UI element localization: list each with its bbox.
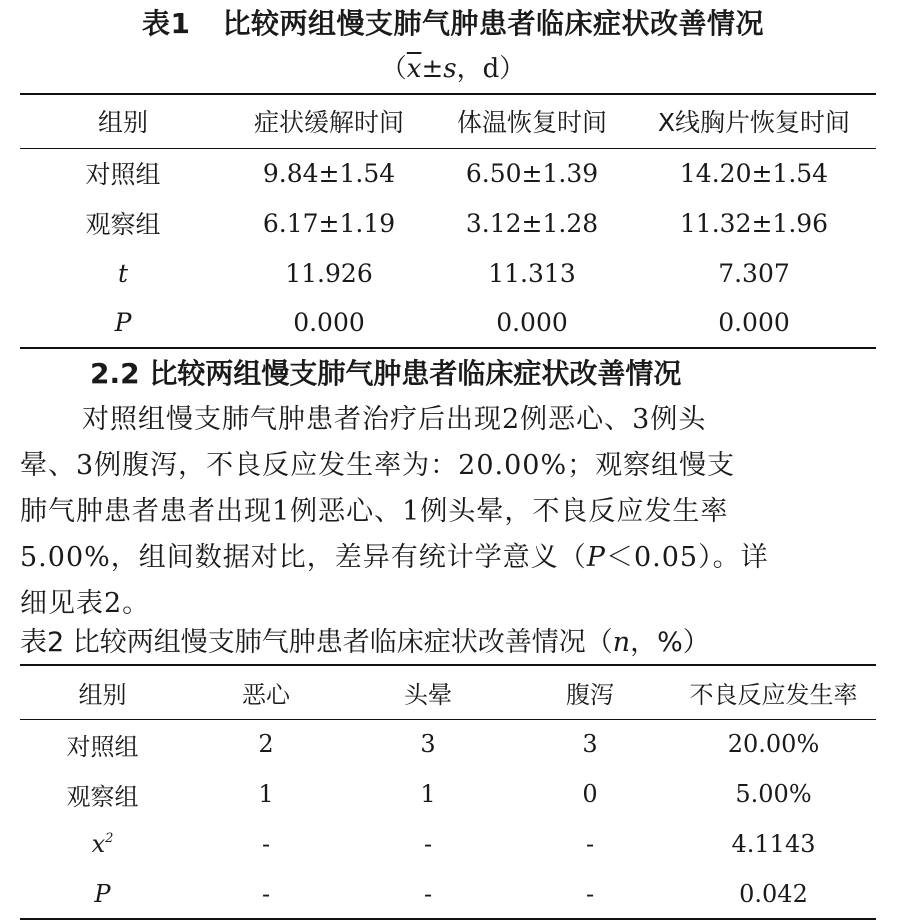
table-cell: P <box>94 879 111 908</box>
table-row <box>20 148 876 198</box>
table1-header-cell: 体温恢复时间 <box>432 94 632 148</box>
table-row <box>20 298 876 348</box>
table2-title: 表2 比较两组慢支肺气肿患者临床症状改善情况（n，%） <box>20 627 710 658</box>
table-cell: 20.00% <box>727 730 820 759</box>
table-cell: - <box>261 879 271 908</box>
table2-header-cell: 组别 <box>20 665 185 719</box>
table-cell: 2 <box>258 730 274 759</box>
table-cell: 5.00% <box>735 780 812 808</box>
table-cell: 3 <box>582 730 598 759</box>
table2-header-cell: 头晕 <box>347 665 509 719</box>
table-cell: 观察组 <box>85 210 161 239</box>
table-cell: 3.12±1.28 <box>465 208 599 238</box>
table-cell: 14.20±1.54 <box>679 158 829 188</box>
table-row <box>20 769 876 819</box>
table1 <box>20 93 876 349</box>
table1-header-cell: 症状缓解时间 <box>226 94 432 148</box>
table-cell: 11.926 <box>285 258 373 288</box>
table1-header-cell: 组别 <box>20 94 226 148</box>
table-cell: - <box>261 830 271 858</box>
table-cell: 9.84±1.54 <box>262 158 396 188</box>
table-cell: - <box>585 830 595 858</box>
table-cell: - <box>423 879 433 908</box>
paragraph-line: 对照组慢支肺气肿患者治疗后出现2例恶心、3例头 <box>82 404 707 435</box>
table-cell: 11.313 <box>488 258 576 288</box>
table1-title-text: 比较两组慢支肺气肿患者临床症状改善情况 <box>222 7 764 40</box>
table-cell: 1 <box>258 780 274 808</box>
section-paragraph <box>20 397 880 627</box>
paragraph-line: 肺气肿患者患者出现1例恶心、1例头晕，不良反应发生率 <box>20 496 729 527</box>
table-cell: 对照组 <box>66 732 139 761</box>
table-cell: 观察组 <box>66 782 139 811</box>
table-cell: - <box>585 879 595 908</box>
table1-subtitle: （$\overline{x}\pm s$，d） <box>380 54 526 84</box>
chi-square-superscript: 2 <box>105 831 114 846</box>
table-cell: 对照组 <box>85 160 161 190</box>
table2-header-cell: 恶心 <box>185 665 347 719</box>
table-cell: 0.000 <box>718 308 790 337</box>
table-cell: 11.32±1.96 <box>679 208 829 238</box>
table-cell: 0.000 <box>293 308 365 337</box>
table1-title <box>0 2 906 42</box>
table-row <box>20 719 876 769</box>
paragraph-line: 细见表2。 <box>20 588 151 619</box>
table-cell: 3 <box>420 730 436 759</box>
table-cell: 0.042 <box>739 879 808 908</box>
paragraph-line: 晕、3例腹泻，不良反应发生率为：20.00%；观察组慢支 <box>20 450 736 481</box>
section-heading: 2.2 比较两组慢支肺气肿患者临床症状改善情况 <box>90 357 682 390</box>
table-cell: 6.50±1.39 <box>465 158 599 188</box>
x-bar-symbol: $\overline{x}$ <box>406 54 422 84</box>
table-cell: P <box>114 308 132 337</box>
table-row <box>20 248 876 298</box>
table-cell: 7.307 <box>718 258 790 288</box>
table-row <box>20 819 876 869</box>
table2-header-cell: 不良反应发生率 <box>671 665 876 719</box>
table-row <box>20 198 876 248</box>
table-cell: 1 <box>420 780 436 808</box>
table-cell: 0 <box>582 780 598 808</box>
table2-header-row <box>20 665 876 719</box>
table-cell: t <box>117 258 129 288</box>
table2 <box>20 664 876 920</box>
table1-number: 表1 <box>142 7 191 40</box>
paragraph-line: 5.00%，组间数据对比，差异有统计学意义（P＜0.05）。详 <box>20 542 769 573</box>
table1-header-row <box>20 94 876 148</box>
table-cell: 4.1143 <box>731 830 816 858</box>
table1-header-cell: X线胸片恢复时间 <box>632 94 876 148</box>
table-cell: 0.000 <box>496 308 568 337</box>
table-row <box>20 869 876 919</box>
table2-header-cell: 腹泻 <box>509 665 671 719</box>
table-cell: $x^2$ <box>91 830 114 858</box>
table-cell: - <box>423 830 433 858</box>
table-cell: 6.17±1.19 <box>262 208 396 238</box>
